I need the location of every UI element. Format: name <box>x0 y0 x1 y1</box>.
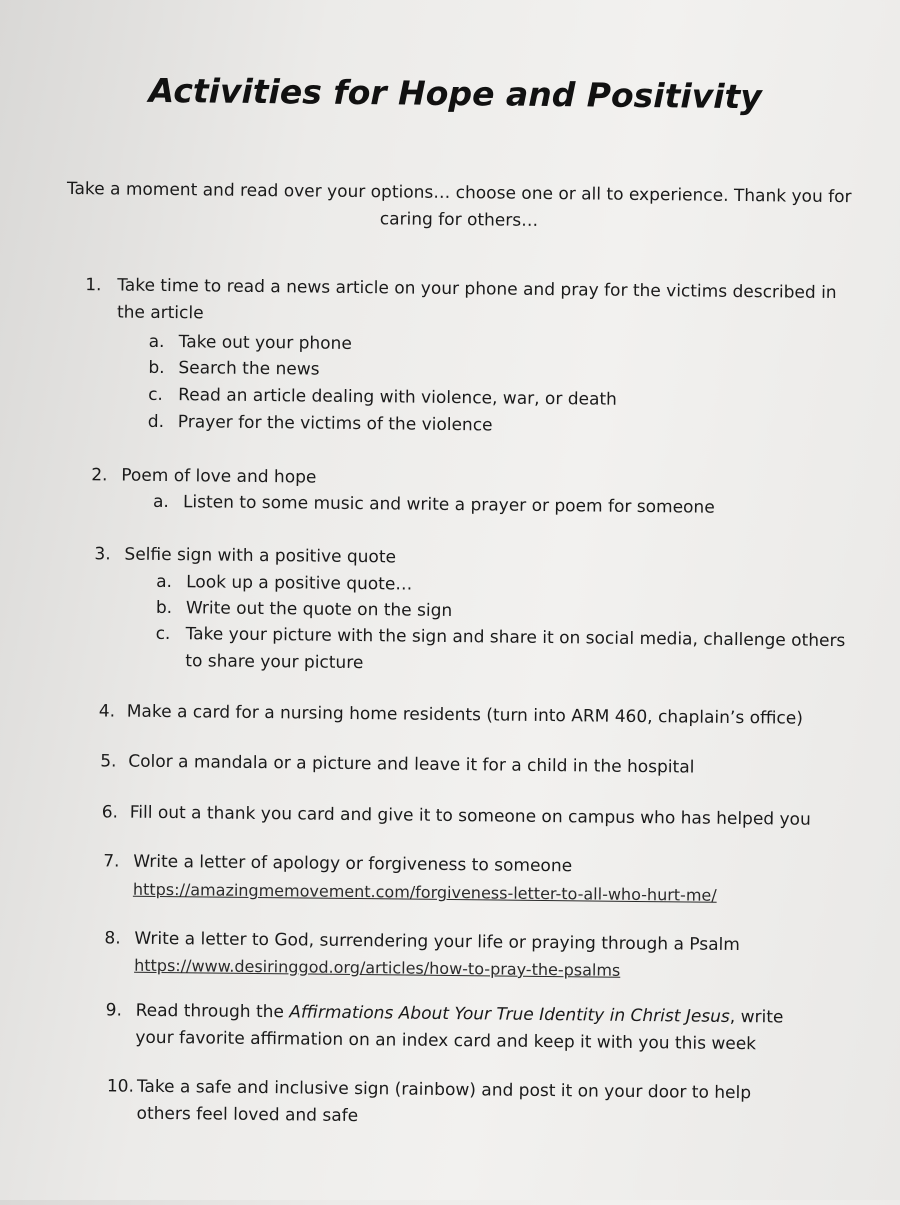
item-number: 10. <box>106 1076 135 1097</box>
item-number: 7. <box>103 851 120 872</box>
sub-text: Prayer for the victims of the violence <box>177 412 493 436</box>
list-item-3 <box>94 541 855 568</box>
item-text: Take a safe and inclusive sign (rainbow) and post it on your door to help others feel loved and safe <box>136 1076 752 1127</box>
sub-text: Listen to some music and write a prayer or poem for someone <box>182 492 715 518</box>
item-number: 2. <box>91 465 108 486</box>
sub-letter: c. <box>148 384 164 405</box>
sub-item <box>153 489 715 522</box>
item-text: Write a letter to God, surrendering your life or praying through a Psalm <box>134 928 740 956</box>
item-number: 1. <box>85 275 102 296</box>
item-number: 8. <box>104 928 121 949</box>
item-number: 4. <box>98 701 116 722</box>
sub-item <box>148 355 319 384</box>
list-item-9 <box>105 997 806 1055</box>
item-text: Write a letter of apology or forgiveness to someone <box>133 851 573 877</box>
sub-text: Read an article dealing with violence, war, or death <box>178 385 617 410</box>
item-text: Poem of love and hope <box>121 465 317 488</box>
item-text: Selfie sign with a positive quote <box>124 544 397 568</box>
sub-letter: a. <box>152 491 169 513</box>
sub-letter: b. <box>148 357 165 378</box>
sub-text: Search the news <box>178 358 320 380</box>
item-number: 6. <box>101 802 119 823</box>
sub-item <box>155 621 846 674</box>
sub-text: Take your picture with the sign and share it on social media, challenge others to share your picture <box>185 624 846 674</box>
forgiveness-letter-link[interactable]: https://amazingmemovement.com/forgiveness-letter-to-all-who-hurt-me/ <box>132 879 717 905</box>
pray-psalms-link[interactable]: https://www.desiringgod.org/articles/how-to-pray-the-psalms <box>134 955 621 980</box>
sub-letter: c. <box>155 623 171 645</box>
list-item-1 <box>85 272 865 324</box>
item-text: Take time to read a news article on your phone and pray for the victims described in the article <box>116 275 837 324</box>
page-title: Activities for Hope and Positivity <box>148 70 763 117</box>
sub-letter: b. <box>155 597 173 619</box>
sub-letter: d. <box>147 411 165 432</box>
list-item-7 <box>103 848 863 877</box>
sub-item <box>148 409 493 440</box>
list-item-6 <box>101 799 862 830</box>
sub-letter: a. <box>156 571 173 593</box>
sub-item <box>149 329 352 358</box>
item-text: Read through the Affirmations About Your True Identity in Christ Jesus, write your favorite affirmation on an index card and keep it with you this week <box>135 1000 784 1055</box>
list-item-8 <box>104 925 865 956</box>
item-number: 9. <box>105 1000 123 1021</box>
sub-text: Write out the quote on the sign <box>185 598 453 622</box>
sub-item <box>156 569 412 599</box>
intro-text: Take a moment and read over your options… choose one or all to experience. Thank you for caring for others… <box>66 178 852 231</box>
item-text: Fill out a thank you card and give it to someone on campus who has helped you <box>129 802 811 830</box>
sub-letter: a. <box>148 331 165 352</box>
item-text: Make a card for a nursing home residents (turn into ARM 460, chaplain’s office) <box>126 701 804 729</box>
item-text: Color a mandala or a picture and leave it for a child in the hospital <box>128 751 695 778</box>
item-number: 3. <box>94 544 111 565</box>
list-item-5 <box>100 748 860 778</box>
list-item-2 <box>91 462 851 488</box>
list-item-10 <box>106 1073 807 1127</box>
item-number: 5. <box>100 751 117 772</box>
sub-text: Look up a positive quote… <box>186 572 413 595</box>
sub-text: Take out your phone <box>178 332 352 354</box>
list-item-4 <box>98 698 859 729</box>
